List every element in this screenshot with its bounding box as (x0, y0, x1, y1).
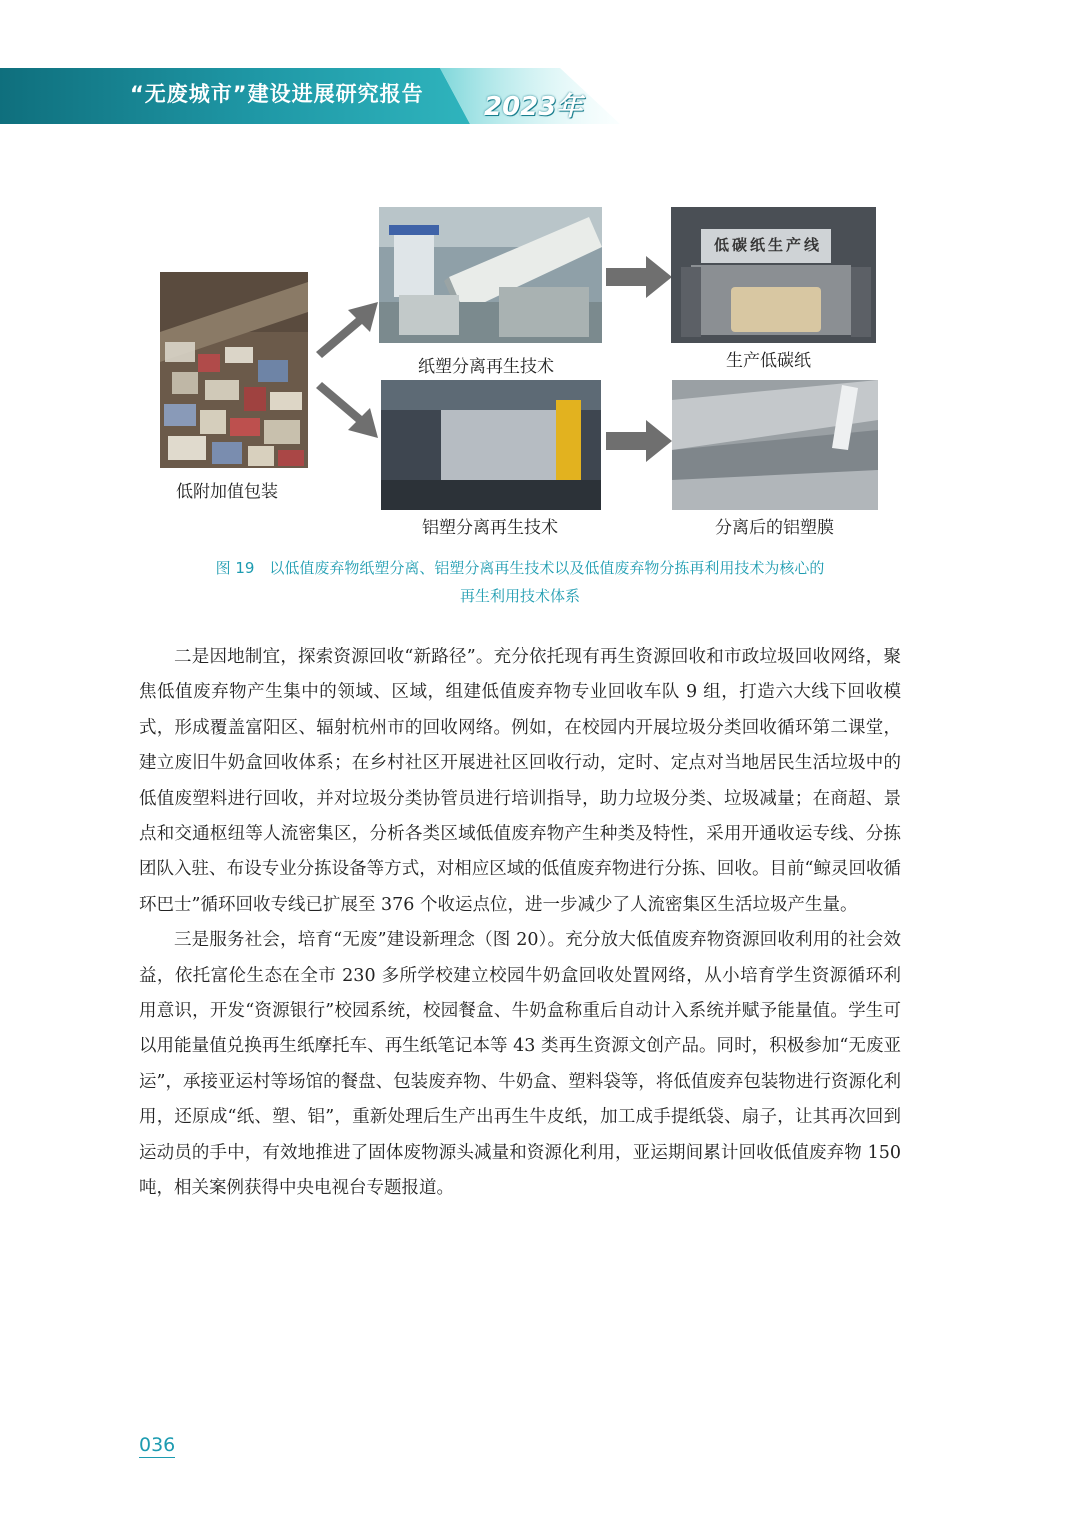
figure-caption-line2: 再生利用技术体系 (459, 587, 580, 605)
figure-caption-line1: 图 19 以低值废弃物纸塑分离、铝塑分离再生技术以及低值废弃物分拣再利用技术为核心的 (215, 559, 825, 577)
aluminum-plastic-tech-caption: 铝塑分离再生技术 (422, 518, 558, 538)
low-carbon-paper-photo (671, 207, 876, 343)
low-carbon-sign-text: 低碳纸生产线 (714, 236, 823, 254)
arrow-right-icon (604, 416, 674, 466)
arrow-right-icon (604, 252, 674, 302)
report-year: 2023年 (484, 92, 583, 122)
low-value-packaging-photo (160, 272, 308, 468)
low-carbon-paper-caption: 生产低碳纸 (726, 351, 811, 371)
body-text (139, 640, 901, 1207)
arrow-up-right-icon (312, 298, 382, 358)
source-caption: 低附加值包装 (176, 482, 278, 502)
paper-plastic-tech-caption: 纸塑分离再生技术 (418, 357, 554, 377)
aluminum-film-photo (672, 380, 878, 510)
paragraph: 二是因地制宜，探索资源回收“新路径”。充分依托现有再生资源回收和市政垃圾回收网络，聚焦低值废弃物产生集中的领域、区域，组建低值废弃物专业回收车队 9 组，打造六大线下回收模式，形成覆盖富阳区、辐射杭州市的回收网络。例如，在校园内开展垃圾分类回收循环第二课堂，建立废旧牛奶盒回收体系；在乡村社区开展进社区回收行动，定时、定点对当地居民生活垃圾中的低值废塑料进行回收，并对垃圾分类协管员进行培训指导，助力垃圾分类、垃圾减量；在商超、景点和交通枢纽等人流密集区，分析各类区域低值废弃物产生种类及特性，采用开通收运专线、分拣团队入驻、布设专业分拣设备等方式，对相应区域的低值废弃物进行分拣、回收。目前“鲸灵回收循环巴士”循环回收专线已扩展至 376 个收运点位，进一步减少了人流密集区生活垃圾产生量。 (139, 647, 901, 915)
page-number: 036 (139, 1434, 176, 1456)
paper-plastic-separation-photo (379, 207, 602, 343)
report-title: “无废城市”建设进展研究报告 (130, 82, 424, 106)
aluminum-plastic-separation-photo (381, 380, 601, 510)
aluminum-film-caption: 分离后的铝塑膜 (715, 518, 834, 538)
arrow-down-right-icon (312, 382, 382, 442)
paragraph: 三是服务社会，培育“无废”建设新理念（图 20）。充分放大低值废弃物资源回收利用的社会效益，依托富伦生态在全市 230 多所学校建立校园牛奶盒回收处置网络，从小培育学生资源循环利用意识，开发“资源银行”校园系统，校园餐盒、牛奶盒称重后自动计入系统并赋予能量值。学生可以用能量值兑换再生纸摩托车、再生纸笔记本等 43 类再生资源文创产品。同时，积极参加“无废亚运”，承接亚运村等场馆的餐盘、包装废弃物、牛奶盒、塑料袋等，将低值废弃包装物进行资源化利用，还原成“纸、塑、铝”，重新处理后生产出再生牛皮纸，加工成手提纸袋、扇子，让其再次回到运动员的手中，有效地推进了固体废物源头减量和资源化利用，亚运期间累计回收低值废弃物 150 吨，相关案例获得中央电视台专题报道。 (139, 930, 901, 1199)
